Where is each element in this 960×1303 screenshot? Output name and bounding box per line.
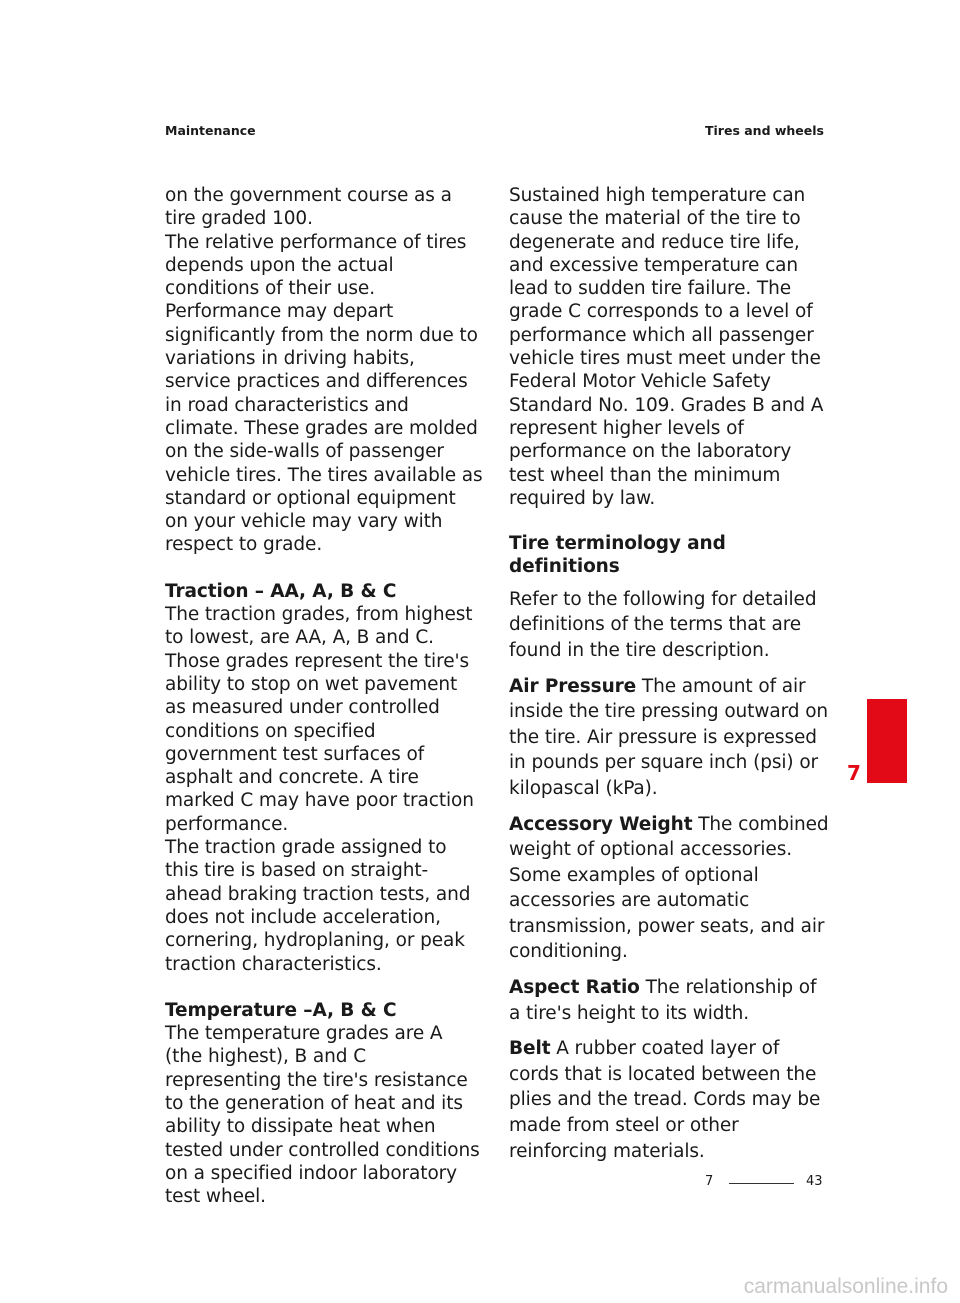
chapter-tab-marker	[867, 699, 907, 783]
definition-term: Air Pressure	[509, 675, 637, 697]
definition-belt	[509, 1036, 829, 1164]
definition-text: The combined weight of optional accessories. Some examples of optional accessories are automatic transmission, power seats, and air conditioning.	[509, 813, 829, 963]
temperature-paragraph-2: Sustained high temperature can cause the material of the tire to degenerate and reduce tire life, and excessive temperature can lead to sudden tire failure. The grade C corresponds to a level of performance which all passenger vehicle tires must meet under the Federal Motor Vehicle Safety Standard No. 109. Grades B and A represent higher levels of performance on the laboratory test wheel than the minimum required by law.	[509, 185, 824, 509]
definition-air-pressure	[509, 674, 829, 802]
terminology-intro: Refer to the following for detailed definitions of the terms that are found in the tire description.	[509, 588, 817, 661]
traction-heading: Traction – AA, A, B & C	[165, 580, 397, 602]
running-header-topic: Tires and wheels	[704, 123, 824, 138]
definition-accessory-weight	[509, 812, 829, 966]
footer-chapter-number: 7	[705, 1174, 714, 1189]
definition-text: The relationship of a tire's height to its width.	[509, 977, 817, 1024]
watermark: carmanualsonline.info	[743, 1275, 948, 1298]
right-column	[509, 184, 829, 1164]
relative-performance-paragraph: The relative performance of tires depends upon the actual conditions of their use. Performance may depart significantly from the norm due to variations in driving habits, service practices and differences in road characteristics and climate. These grades are molded on the side-walls of passenger vehicle tires. The tires available as standard or optional equipment on your vehicle may vary with respect to grade.	[165, 231, 483, 556]
temperature-paragraph-1: The temperature grades are A (the highest), B and C representing the tire's resistance to the generation of heat and its ability to dissipate heat when tested under controlled conditions on a specified indoor laboratory test wheel.	[165, 1023, 480, 1208]
temperature-heading: Temperature –A, B & C	[165, 999, 397, 1021]
footer-page-number: 43	[806, 1174, 823, 1189]
definition-term: Aspect Ratio	[509, 977, 640, 999]
left-column	[165, 184, 483, 1208]
traction-paragraph-2: The traction grade assigned to this tire is based on straight-ahead braking traction tests, and does not include acceleration, cornering, hydroplaning, or peak traction characteristics.	[165, 837, 471, 975]
definition-text: The amount of air inside the tire pressing outward on the tire. Air pressure is expressed in pounds per square inch (psi) or kilopascal (kPa).	[509, 675, 829, 799]
definition-term: Belt	[509, 1038, 551, 1060]
traction-paragraph-1: The traction grades, from highest to lowest, are AA, A, B and C. Those grades represent the tire's ability to stop on wet pavement as measured under controlled conditions on specified government test surfaces of asphalt and concrete. A tire marked C may have poor traction performance.	[165, 604, 474, 835]
definition-text: A rubber coated layer of cords that is located between the plies and the tread. Cords may be made from steel or other reinforcing materials.	[509, 1038, 821, 1162]
definition-term: Accessory Weight	[509, 813, 693, 835]
terminology-heading: Tire terminology and definitions	[509, 533, 726, 578]
chapter-tab-number: 7	[847, 761, 861, 785]
definition-aspect-ratio	[509, 975, 829, 1026]
footer-divider	[729, 1183, 794, 1184]
intro-paragraph: on the government course as a tire graded 100.	[165, 185, 452, 230]
running-header-section: Maintenance	[165, 123, 256, 138]
